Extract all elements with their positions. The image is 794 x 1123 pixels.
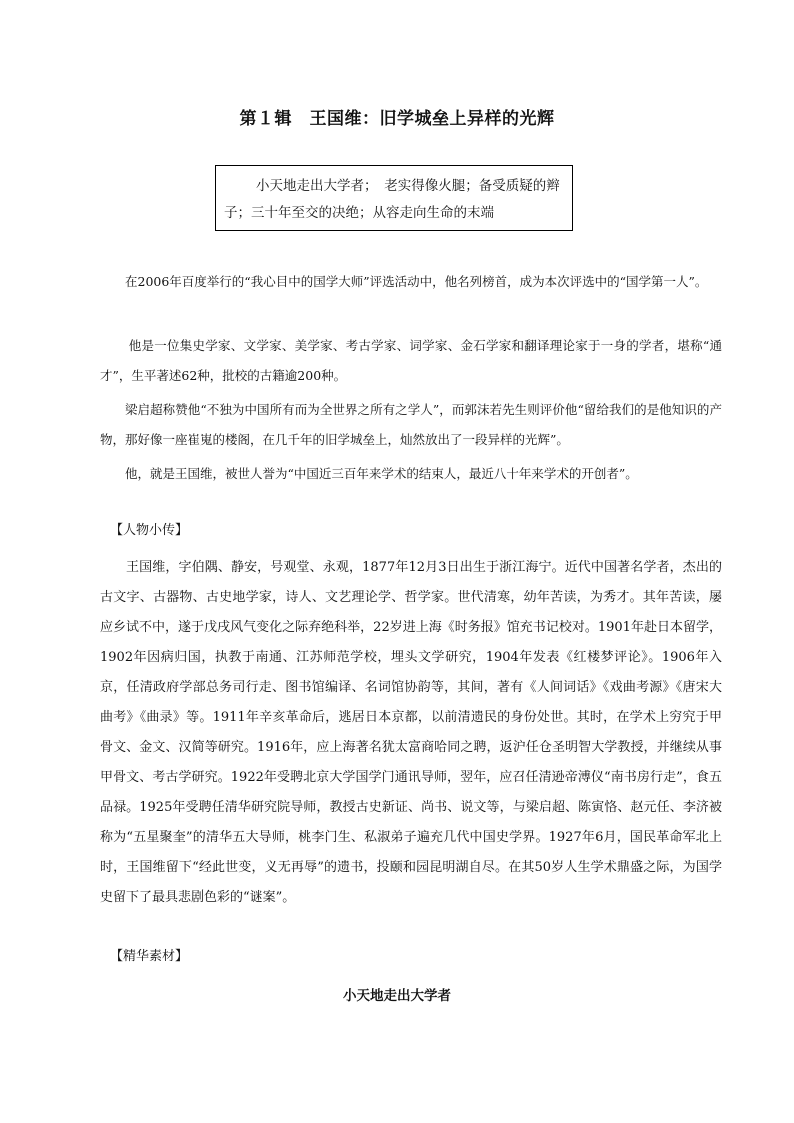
chapter-summary-box (215, 165, 573, 231)
biography-paragraph: 王国维，字伯隅、静安，号观堂、永观，1877年12月3日出生于浙江海宁。近代中国著名学者，杰出的古文字、古器物、古史地学家，诗人、文艺理论学、哲学家。世代清寒，幼年苦读，为秀才。其年苦读，屡应乡试不中，遂于戊戌风气变化之际弃绝科举，22岁进上海《时务报》馆充书记校对。1901年赴日本留学，1902年因病归国，执教于南通、江苏师范学校，埋头文学研究，1904年发表《红楼梦评论》。1906年入京，任清政府学部总务司行走、图书馆编译、名词馆协韵等，其间，著有《人间词话》《戏曲考源》《唐宋大曲考》《曲录》等。1911年辛亥革命后，逃居日本京都，以前清遗民的身份处世。其时，在学术上穷究于甲骨文、金文、汉简等研究。1916年，应上海著名犹太富商哈同之聘，返沪任仓圣明智大学教授，并继续从事甲骨文、考古学研究。1922年受聘北京大学国学门通讯导师，翌年，应召任清逊帝溥仪“南书房行走”，食五品禄。1925年受聘任清华研究院导师，教授古史新证、尚书、说文等，与梁启超、陈寅恪、赵元任、李济被称为“五星聚奎”的清华五大导师，桃李门生、私淑弟子遍充几代中国史学界。1927年6月，国民革命军北上时，王国维留下“经此世变，义无再辱”的遗书，投颐和园昆明湖自尽。在其50岁人生学术鼎盛之际，为国学史留下了最具悲剧色彩的“谜案”。 (100, 560, 722, 905)
section-subheading: 小天地走出大学者 (343, 988, 451, 1004)
intro-paragraph-2: 他是一位集史学家、文学家、美学家、考古学家、词学家、金石学家和翻译理论家于一身的学者，堪称“通才”，生平著述62种，批校的古籍逾200种。 (100, 338, 722, 383)
section-label-biography: 【人物小传】 (110, 523, 189, 538)
chapter-title: 第１辑 王国维：旧学城垒上异样的光辉 (239, 109, 555, 129)
intro-paragraph-3: 梁启超称赞他“不独为中国所有而为全世界之所有之学人”，而郭沫若先生则评价他“留给我们的是他知识的产物，那好像一座崔嵬的楼阁，在几千年的旧学城垒上，灿然放出了一段异样的光辉”。 (100, 402, 722, 447)
summary-line-1: 小天地走出大学者； 老实得像火腿；备受质疑的辫 (256, 178, 560, 194)
intro-paragraph-1: 在2006年百度举行的“我心目中的国学大师”评选活动中，他名列榜首，成为本次评选中的“国学第一人”。 (125, 274, 708, 289)
section-label-essence: 【精华素材】 (110, 949, 189, 964)
intro-paragraph-4: 他，就是王国维，被世人誉为“中国近三百年来学术的结束人，最近八十年来学术的开创者”。 (125, 466, 638, 481)
summary-line-2: 子；三十年至交的决绝；从容走向生命的末端 (224, 205, 494, 221)
